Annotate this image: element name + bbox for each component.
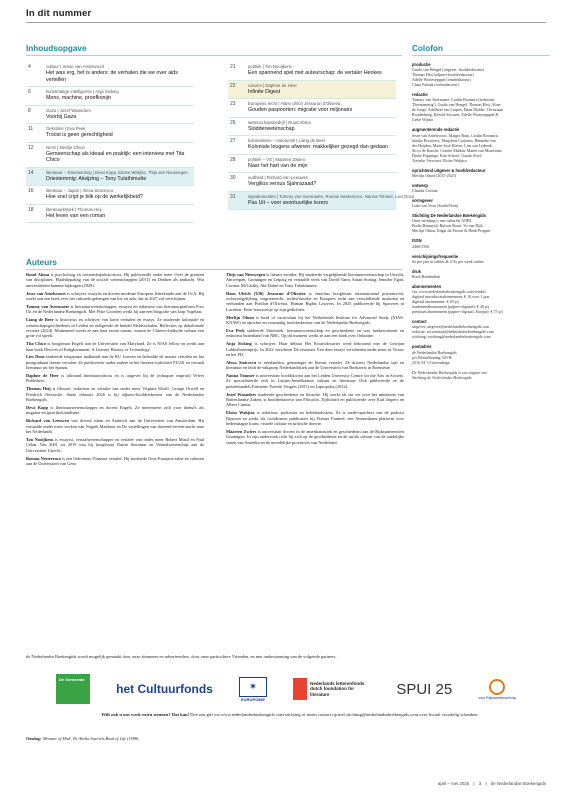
colofon-block: [412, 319, 550, 339]
colofon-label: abonnementen: [412, 284, 442, 290]
author-name: Lies Dons: [26, 354, 45, 360]
colofon-line[interactable]: stichting: stichting@nederlandseboekengids.com: [412, 334, 491, 340]
author-description: is filosoof, redacteur en vertaler van onder meer Virginia Woolf, George Orwell en Friedrich Nietzsche. Sinds februari 2026 is hij adjunct-hoofdredacteur van de Nederlandse Boekengids.: [26, 386, 205, 403]
support-callout-text[interactable]: Doe een gift via www.nederlandseboekengids.com/stichting of neem contact op met stichting@nederlandseboekengids.com over fiscaal voordelig schenken.: [189, 712, 479, 717]
colofon-line: Merlijn Olnon, Edgar du Perron & Henk Pröpper: [412, 228, 491, 234]
colofon-line[interactable]: via: www.nederlandseboekengids.com/winkel: [412, 289, 486, 295]
colofon-line: Trevalar Verwoert, Eloïse Wakjira: [412, 157, 467, 163]
colofon-line: Luke van Veen (StudioVeen): [412, 203, 459, 209]
eu-stars-icon: ✶: [239, 677, 267, 697]
toc-section-author: politiek – VS | Maarten Zwiers: [248, 156, 305, 162]
toc-section-author: oudheid | Richard van Leeuwen: [248, 175, 309, 180]
author-name: Tita Chico: [26, 341, 46, 347]
author-name: Liang de Beer: [26, 317, 54, 323]
toc-entry[interactable]: [26, 62, 194, 87]
toc-page-number: 22: [230, 82, 236, 89]
colofon-line: Claudia Cortina: [412, 188, 438, 194]
author-description: is essayist, vertaalwetenschapper en vertaler van onder meer Robert Musil en Paul Celan. Van 2001 tot 2019 was hij hoogleraar Duitse literatuur en Vertaalwetenschap aan de Universiteit Utrecht.: [26, 436, 204, 453]
colofon-line: p/a Filmtelkoning 520-B: [412, 354, 452, 360]
colofon-label: productie: [412, 62, 431, 67]
colofon-label: ontwerp: [412, 182, 428, 188]
author-bio: [26, 304, 204, 315]
rijkswetenschap-logo[interactable]: van Rijkswetenschap: [478, 679, 516, 700]
colofon-line: Tommy van Avermaete, Caitlin Boonstra (redacteur: [412, 97, 495, 103]
toc-entry[interactable]: [228, 192, 415, 211]
author-name: Merlijn Olnon: [226, 314, 254, 320]
toc-section-author: literatuurkritiek | Thomas Heij: [46, 206, 102, 212]
colofon-line: 2516 AT 's-Gravenhage: [412, 359, 450, 365]
colofon-label: vormgever: [412, 198, 433, 204]
footer-date: april – mei 2026: [437, 781, 470, 786]
author-bio: [226, 392, 404, 408]
toc-article-title: Troost is geen gerechtigheid: [46, 132, 113, 138]
toc-section-author: column | Daphne de Heer: [248, 82, 297, 88]
colofon-label: ISSN: [412, 238, 422, 244]
author-description: is literatuurwetenschapper en docent Engels. Ze interesseert zich voor thema's als migratie en (post)kolonialisme.: [26, 404, 204, 416]
author-description: studeerde toegepaste taalkunde aan de KU Leuven en behaalde de master vertalen en het postgraduaat literair vertalen. Ze publiceerde onder andere in het literaire tijdschrift PLUK en vertaalt literatuur uit het Spaans.: [26, 354, 204, 371]
toc-section-author: NIAS | Merlijn Olnon: [46, 144, 85, 150]
author-name: Eloïse Wakjira: [226, 410, 255, 416]
toc-article-title: Het leven van een roman: [46, 212, 106, 219]
author-name: Alexa Stoicescu: [226, 359, 257, 365]
colofon-block: [412, 127, 550, 162]
toc-entry[interactable]: [26, 168, 194, 187]
author-bio: [26, 418, 204, 434]
colofon-line: Stichting de Nederlandse Boekengids: [412, 374, 472, 380]
colofon-line: Roeli Roudenhuk: [412, 274, 441, 280]
author-name: Hans Ulrich (Ulli) Jessurun d'Oliveira: [226, 290, 306, 296]
toc-entry[interactable]: [228, 173, 396, 192]
toc-page-number: 6: [28, 89, 31, 95]
author-description: studeerde Slavistiek, literatuurwetenschap en geschiedenis en was boekrecensent en redacteur buitenland van NRC. Op dit moment werkt ze aan een boek over Oekraïne.: [226, 327, 404, 339]
author-name: Jozef Waanders: [226, 391, 257, 397]
colofon-block: [412, 284, 550, 314]
author-description: is literair vertaler. Hij studeerde vergelijkende literatuurwetenschap in Utrecht, Antwerpen, Groningen en Leipzig en vertaalde werk van David Vann, Susan Sontag, Jennifer Egan, Cormac McCarthy, Abi Dahré en Tony Tulathimutte.: [226, 272, 404, 288]
colofon-line[interactable]: redactie: secretariaat@nederlandseboekengids.com: [412, 329, 494, 335]
letterenfonds-mark-icon: [293, 678, 307, 700]
author-bio: [226, 315, 404, 326]
author-name: Richard van Leeuwen: [26, 418, 69, 424]
colofon-line: Bodia Bernaysh, Rulven Boste, Vo van Dijk,: [412, 223, 484, 229]
toc-left-column: [26, 62, 194, 223]
toc-article-title: Voorbij Gaza: [46, 113, 77, 120]
colofon-label: druk: [412, 268, 421, 274]
partner-logos: [56, 672, 516, 706]
colofon-block: [412, 254, 550, 264]
toc-page-number: 26: [230, 119, 236, 126]
colofon-line: 2468-5356: [412, 243, 430, 249]
author-bio: [26, 354, 204, 370]
toc-section-author: Europees recht | Hans Ulrich Jessurun d'Oliveira: [248, 101, 341, 106]
toc-article-title: Vergilius versus Sjahrazaad?: [248, 181, 317, 187]
colofon-label: contact: [412, 319, 427, 325]
toc-entry[interactable]: [228, 62, 396, 81]
colofon-line: Liebe Wijnia: [412, 117, 433, 123]
toc-entry[interactable]: [228, 118, 396, 137]
colofon-line: Roodenburg, Eötvöd Seyssen, Adelle Wortesepppel &: [412, 112, 499, 118]
toc-article-title: Gemeenschap als ideaal en praktijk: een interview met Tita Chico: [46, 150, 185, 163]
toc-section-author: literatuur – Japan | Alexa Stoicescu: [46, 188, 114, 193]
toc-entry[interactable]: [26, 87, 194, 106]
author-bio: [226, 429, 404, 445]
colofon-line: digitaal introductieabonnement: € 10 voor 1 jaar: [412, 294, 490, 300]
toc-entry[interactable]: [228, 99, 396, 118]
colofon-line: de Jonge, Adelheid van Luipen, Daan Mulder, Christiaan: [412, 107, 504, 113]
author-bio: [26, 317, 204, 338]
toc-entry[interactable]: [26, 106, 194, 125]
colofon-line: Adelle Wortesepppel (eindredacteur): [412, 77, 471, 83]
author-description: studeerde geschiedenis en filosofie. Hij werkt als stu ver voor het ministerie van Buitenlandse Zaken, is hoofdredacteur van Filosofie–Tijdschrift en publiceerde over Karl Jaspers en Albert Camus.: [226, 391, 404, 408]
auteurs-column-1: [26, 272, 204, 469]
author-description: is neerlandica, gemanager en literair vertaler. Ze doceert Nederlandse taal en literatuur en leidt de vakgroep Nederlandistiek aan de Universiteit van Boekarest in Roemenië.: [226, 359, 404, 371]
toc-entry[interactable]: [26, 143, 194, 168]
toc-page-number: 4: [28, 64, 31, 70]
toc-entry[interactable]: [26, 205, 194, 224]
colofon-line: Jesse van Amelsvoort, Margot Baas, Caitlin Boonstra,: [412, 132, 499, 138]
toc-article-title: Mens, machine, proefkonijn: [46, 95, 111, 101]
toc-article-title: Hoe snel cript je bilk op de werkelijkheid?: [46, 194, 143, 200]
colofon-line: Guido van Hengel (uitgever, hoofdredacteur): [412, 67, 485, 73]
author-name: Roman Nesterenco: [26, 455, 62, 461]
page-heading: In dit nummer: [26, 8, 92, 19]
partners-intro: de Nederlandse Boekengids wordt mogelijk gemaakt door onze abonnees en adverteerders, door onze particuliere Vrienden, en met ondersteuning van de volgende partners:: [26, 654, 337, 659]
toc-section-author: wetenschapsbedrijf | Ruud Abma: [248, 119, 311, 125]
author-description: is allround literatuurcriticus en is uitgever bij de (eshuquer imprint) Velvet Publishers.: [26, 373, 204, 384]
author-name: Eva Peek: [226, 327, 245, 333]
toc-entry[interactable]: [228, 155, 396, 174]
author-name: Dewi Kopp: [26, 404, 49, 410]
author-bio: [226, 410, 404, 426]
toc-section-author: Gaza | Jozef Waanders: [46, 107, 91, 113]
colofon-block: [412, 183, 550, 193]
author-description: is historicus en schrijver van korte verhalen en essays. Ze studeerde koloniale en wetenschapsgeschiedenis in Leiden en redigeerde de bundel Meldverhalen. Reflecties op dekoloniale revisies (2024). Momenteel werkt ze aan haar eerste roman, waarin de Chinees-Indische cultuur een grote rol speelt.: [26, 317, 204, 339]
author-name: Ton Nooijkens: [26, 436, 54, 442]
toc-page-number: 27: [230, 138, 236, 144]
footer-page-number: 3: [478, 781, 482, 786]
toc-page-number: 21: [230, 64, 236, 70]
author-description: is schrijver. Haar debuut Het Kwartokwartet werd bekroond met de Gerrijan Lubberhuizenprijs. In 2022 verscheen De visionair. Een dem essays verschenen onder meer in Trouw en het FD.: [226, 341, 404, 357]
author-description: is universitair docent in de amerikanistiek en geschiedenis aan de Rijksuniversiteit Groningen. In zijn onderzoek richt hij zich op de geschiedenis en de rurale cultuur van de zuidelijke staten van Amerika en de noordelijke provincies van Nederland.: [226, 428, 404, 445]
toc-page-number: 14: [28, 169, 34, 176]
colofon-line: Jaitske Brouwers, Marjolein Corjanus, Hanneke van: [412, 137, 496, 143]
author-name: Tommy van Avermaete: [26, 303, 70, 309]
colofon-line: 'Driestemmig'), Guido van Hengel, Thomas Heij, Aline: [412, 102, 501, 108]
colofon-line: studentenabonnement (papier+digitaal): € 40 p/j: [412, 304, 490, 310]
colofon-line: der Heijden, Marie-José Klaver, Lisa van Liebeek,: [412, 142, 493, 148]
toc-right-column: [228, 62, 415, 210]
colofon-line: 6x per jaar in edities & 2-3x per week online: [412, 258, 484, 264]
author-name: Ruud Abma: [26, 272, 50, 277]
toc-page-number: 31: [230, 193, 236, 200]
toc-section-author: kunstmatige intelligentie | Anja Sicking: [46, 89, 119, 94]
colofon-label: redactie: [412, 92, 428, 98]
cover-credit: Omslag: 'Monster of Mod', Dr Abcha Swertels Book of Life (1998).: [26, 736, 140, 741]
page-footer: april – mei 2026 | 3 | de Nederlandse Boekengids: [437, 781, 546, 786]
author-name: Daphne de Heer: [26, 373, 59, 379]
colofon-label: verschijningsfrequentie: [412, 253, 459, 259]
colofon-line: Claus Pattink (webredacteur): [412, 82, 459, 88]
toc-section-author: Oekraïne | Eva Peek: [46, 126, 86, 131]
colofon-line: digitaal abonnement: € 40 p/j: [412, 299, 459, 305]
colofon-title: Colofon: [412, 44, 443, 53]
toc-article-title: Het was erg, het is anders: de verhalen die we over aids vertellen: [46, 70, 178, 83]
colofon-block: [412, 198, 550, 208]
toc-section-author: kolonialisme – Indonesië | Liang de Beer: [248, 138, 326, 143]
cultuurfonds-logo[interactable]: het Cultuurfonds: [116, 682, 213, 696]
toc-page-number: 28: [230, 156, 236, 163]
colofon-block: [412, 213, 550, 233]
colofon-block: [412, 269, 550, 279]
author-description: is universitair hoofddocent aan het Leiden University Centre for the Arts in Society. Ze specialiseerde zich in Latijns-Amerikaanse cultuur en literatuur. Ook publiceerde ze de poëziebundels Einsteins Tweede Vingers (2011) en Laptopolia (2012).: [226, 373, 404, 389]
toc-page-number: 11: [28, 126, 34, 132]
rijk-circle-icon: [489, 679, 505, 695]
colofon-label: augmenterende redactie: [412, 127, 460, 133]
author-name: Jesse van Amelsvoort: [26, 290, 66, 296]
colofon-block: [412, 168, 550, 178]
colofon-block: [412, 238, 550, 248]
colofon-block: [412, 92, 550, 122]
author-name: Thijs van Nieuwegen: [226, 272, 266, 277]
colofon-line: premium abonnement (papier+digitaal, Europa): € 75 p/j: [412, 309, 503, 315]
author-description: is een Oekraïens-Vlaamse vertaler. Hij studeerde Oost-Europese talen en culturen aan de Universiteit van Gent.: [26, 455, 204, 466]
colofon-block: [412, 370, 550, 380]
author-description: is psycholoog en wetenschapshistoricus. Hij publiceerde onder meer Over de grenzen van disciplines. Plaatsbepaling van de sociale wetenschappen (2011) en Denken als ambacht. Wat universiteiten kunnen bijdragen (2020).: [26, 272, 204, 288]
auteurs-rule: [26, 269, 402, 270]
toc-page-number: 23: [230, 101, 236, 107]
colofon-column: [412, 62, 550, 385]
spui25-logo[interactable]: SPUI 25: [396, 680, 453, 698]
author-description: is redacteur, podcaster en beleidsadviseur. Ze is mede-oprichter van de podcast Dipsoon en werkt als coördinator publicaties bij Framer Framed, een Amsterdams platform voor hedendaagse kunst, visuele cultuur en kritische theorie.: [226, 410, 404, 426]
toc-article-title: Driestemmig: Alwijzing – Tony Tulathimutte: [46, 175, 147, 182]
author-bio: [26, 373, 204, 384]
colofon-line: Merlijn Olnon (2015-2025): [412, 172, 456, 178]
author-name: Anja Sicking: [226, 341, 252, 347]
author-bio: [26, 456, 204, 467]
toc-entry[interactable]: [228, 136, 396, 155]
toc-entry[interactable]: [228, 81, 396, 100]
toc-page-number: 16: [28, 188, 34, 194]
toc-page-number: 18: [28, 206, 34, 213]
toc-article-title: Naar het hart van de mijn: [248, 162, 308, 169]
toc-article-title: Een spannend spel met auteurschap: de vertaler Henkes: [248, 70, 382, 76]
toc-page-number: 8: [28, 107, 31, 114]
toc-section-author: politiek | Ton Nooijkens: [248, 64, 292, 69]
toc-page-number: 12: [28, 144, 34, 151]
support-callout: [60, 712, 520, 718]
author-description: is schrijver, essayist en docent moderne Europese letterkunde aan de UvA. Hij werkt aan een boek over het culturele geheugen van hiv en aids, dat in 2027 zal verschijnen.: [26, 290, 205, 301]
letterenfonds-logo[interactable]: Nederlands letterenfonds dutch foundation for literature: [293, 678, 370, 700]
toc-section-author: literatuur – Driestemmig | Dewi Kopp, Eloïse Wakjira, Thijs van Nieuwegen: [46, 169, 188, 175]
auteurs-title: Auteurs: [26, 258, 57, 267]
toc-section-author: signalementen | Tommy van Avermaete, Roman Nesterenco, Nanna Timmer, Lies Dons: [248, 193, 415, 199]
author-bio: [26, 405, 204, 416]
toc-article-title: Koloniale leugens afweren: makkelijker gezegd dan gedaan: [248, 144, 388, 150]
colofon-line: de Nederlandse Boekengids: [412, 349, 457, 355]
author-name: Maarten Zwiers: [226, 428, 257, 434]
auteurs-column-2: [226, 272, 404, 448]
author-bio: [26, 386, 204, 402]
author-bio: [226, 373, 404, 389]
author-bio: [226, 291, 404, 312]
toc-section-author: cultuur | Jesse van Amelsvoort: [46, 64, 105, 69]
author-bio: [26, 272, 204, 288]
europe-logo[interactable]: ✶ EUROPOINE: [239, 677, 267, 702]
support-callout-bold: Wilt ook u ons werk extra steunen? Dat kan!: [101, 712, 190, 717]
colofon-line[interactable]: uitgever: uitgever@nederlandseboekengids.com: [412, 324, 490, 330]
footer-publication: de Nederlandse Boekengids: [490, 781, 546, 786]
colofon-label: postadres: [412, 344, 432, 350]
colofon-line: Onze stichting is een culturele ANBI.: [412, 218, 472, 224]
colofon-rule: [412, 55, 550, 56]
author-description: is hoogleraar Engels aan de Universiteit van Maryland. Ze is NIAS fellow en werkt aan haar boek Devices of Enlightenment: A Literary History of Technology.: [26, 341, 204, 352]
author-bio: [226, 360, 404, 371]
author-bio: [26, 341, 204, 352]
colofon-block: [412, 344, 550, 364]
author-name: Thomas Heij: [26, 386, 51, 392]
author-description: is emeritus hoogleraar internationaal privaatrecht, rechtsvergelijking, migratierecht, rechtsfilosofie en Europees recht aan verschillende instituten en verbonden aan Praldon d'Oliveira, Human Rights Lawyers. In 2025 publiceerde hij Spaceren in Lucebert. Eeen lezersreisje op zijn gedichten.: [226, 290, 404, 312]
colofon-line: Djoke Poppinga, Kim Schoof, Gaudo Sisel,: [412, 152, 482, 158]
gemeente-logo[interactable]: De Gemeente: [56, 674, 90, 704]
colofon-block: [412, 62, 550, 87]
colofon-line: Sicco de Knecht, Cosette Malkin, Manet van Montfrans,: [412, 147, 503, 153]
toc-entry[interactable]: [26, 186, 194, 205]
colofon-line: De Nederlandse Boekengids is een uitgave van: [412, 369, 488, 375]
toc-article-title: Infinite Digest: [248, 88, 281, 95]
author-description: was docent islam en Arabisch aan de Universiteit van Amsterdam. Hij vertaalde onder meer werken van Naguib Mahfouz en De vertellingen van duizend-en-een-nacht naar het Nederlands.: [26, 418, 204, 434]
author-bio: [26, 291, 204, 302]
header-rule: [26, 22, 546, 23]
colofon-line: Thomas Heij (adjunct-hoofdredacteur): [412, 72, 474, 78]
toc-article-title: Gouden paspoorten: migratie voor miljonairs: [248, 107, 353, 113]
toc-article-title: Pas Uit – voor avontuurlijke lezers: [248, 199, 329, 206]
toc-entry[interactable]: [26, 124, 194, 143]
author-description: is head of curriculum bij het Netherlands Institute for Advanced Study (NIAS-KNAW) en opricher en voormalig hoofdredacteur van de Nederlandse Boekengids.: [226, 314, 404, 325]
toc-rule: [26, 55, 402, 56]
toc-article-title: Slodderwetenschap: [248, 125, 295, 132]
toc-title: Inhoudsopgave: [26, 44, 87, 53]
toc-page-number: 30: [230, 175, 236, 181]
author-name: Nanna Timmer: [226, 373, 255, 379]
author-bio: [226, 328, 404, 339]
author-bio: [226, 341, 404, 357]
colofon-label: oprichtend uitgever & hoofdredacteur: [412, 167, 486, 173]
colofon-label: Stichting De Nederlandse Boekengids: [412, 213, 486, 219]
author-bio: [26, 437, 204, 453]
author-description: is literatuurwetenschapper, essayist en redacteur van literatuurplatform Fixx Uit en de Nederlandse Boekengids. Met Fyke Goorden werkt hij aan een biografie van Jaap Vogelaar.: [26, 303, 204, 315]
author-bio: [226, 272, 404, 288]
